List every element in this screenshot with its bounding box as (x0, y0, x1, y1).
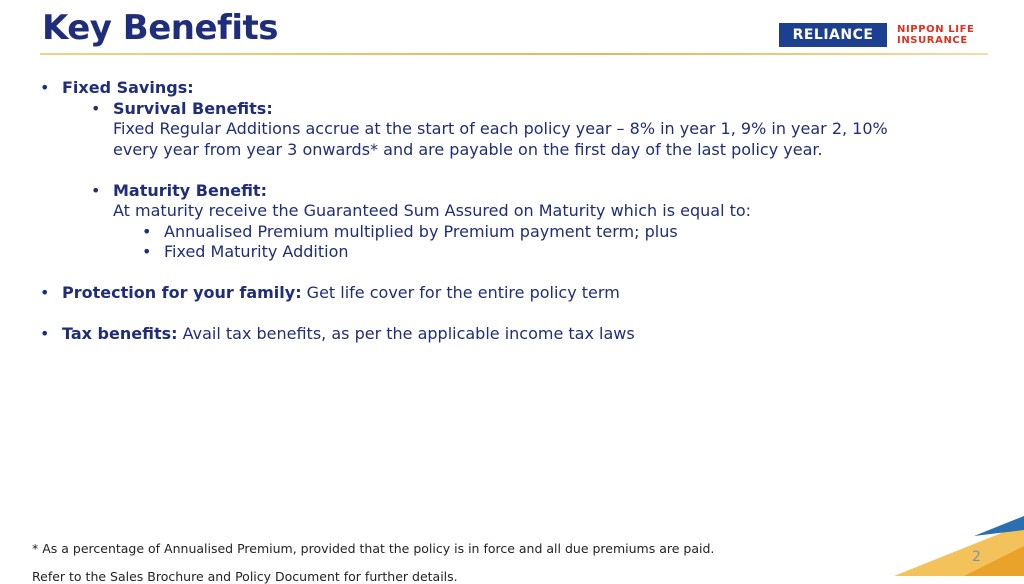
maturity-sub-2: Fixed Maturity Addition (164, 242, 349, 261)
footnote-reference: Refer to the Sales Brochure and Policy Document for further details. (32, 569, 458, 584)
bullet: • (40, 283, 50, 302)
logo-brand: RELIANCE (779, 23, 887, 47)
fixed-savings-heading: Fixed Savings: (62, 78, 194, 97)
list-item-protection (40, 283, 940, 304)
benefits-content (40, 78, 940, 345)
survival-text-1: Fixed Regular Additions accrue at the start of each policy year – 8% in year 1, 9% in year 2, 10% (113, 119, 888, 138)
bullet: • (91, 98, 101, 118)
protection-line (62, 283, 620, 304)
logo-tagline (897, 24, 974, 46)
page-title: Key Benefits (42, 8, 278, 48)
list-item-fixed-savings (40, 78, 940, 99)
tax-text: Avail tax benefits, as per the applicable income tax laws (177, 324, 635, 343)
bullet: • (40, 324, 50, 343)
company-logo (779, 22, 974, 48)
list-item-maturity-sub-2 (40, 242, 940, 263)
maturity-text: At maturity receive the Guaranteed Sum Assured on Maturity which is equal to: (113, 201, 752, 220)
bullet: • (142, 242, 152, 261)
maturity-heading: Maturity Benefit: (113, 180, 267, 200)
protection-heading: Protection for your family: (62, 283, 302, 302)
tax-line (62, 324, 635, 345)
footnote: * As a percentage of Annualised Premium, provided that the policy is in force and all due premiums are paid. (32, 541, 715, 556)
list-item-tax (40, 324, 940, 345)
bullet: • (91, 180, 101, 200)
maturity-sub-1: Annualised Premium multiplied by Premium payment term; plus (164, 221, 678, 241)
protection-text: Get life cover for the entire policy term (301, 283, 620, 302)
tax-heading: Tax benefits: (62, 324, 178, 343)
list-item-survival (40, 99, 940, 120)
logo-line2: INSURANCE (897, 35, 968, 46)
page-number: 2 (972, 549, 981, 565)
corner-decoration (854, 516, 1024, 576)
spacer (40, 263, 940, 284)
spacer (40, 160, 940, 181)
survival-heading: Survival Benefits: (113, 98, 273, 118)
logo-line1: NIPPON LIFE (897, 24, 975, 35)
list-item-maturity-sub-1 (40, 222, 940, 243)
spacer (40, 304, 940, 325)
bullet: • (40, 78, 50, 97)
survival-text-2: every year from year 3 onwards* and are payable on the first day of the last policy year. (113, 139, 823, 159)
list-item-maturity (40, 181, 940, 202)
title-divider (40, 53, 988, 55)
bullet: • (142, 221, 152, 241)
